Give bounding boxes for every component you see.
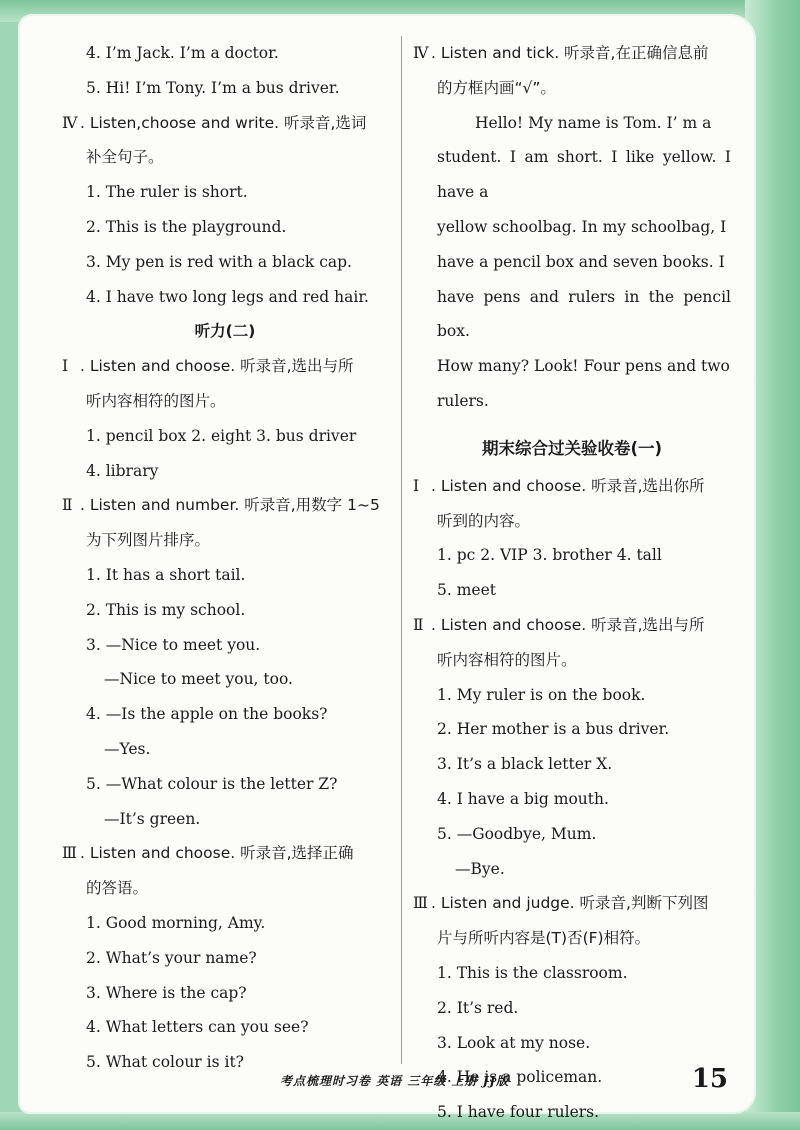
list-item: 3. Where is the cap? <box>86 983 247 1002</box>
list-item: 5. Hi! I’m Tony. I’m a bus driver. <box>86 78 340 97</box>
section-heading-iv <box>413 36 731 106</box>
heading-text: . Listen and tick. 听录音,在正确信息前 <box>431 44 709 62</box>
roman-numeral: Ⅱ <box>62 496 73 515</box>
list-item: 1. Good morning, Amy. <box>86 913 266 932</box>
heading-text: . Listen and judge. 听录音,判断下列图 <box>431 894 709 913</box>
heading-continuation: 听内容相符的图片。 <box>437 650 577 669</box>
page-footer <box>280 1064 740 1096</box>
roman-numeral: Ⅳ <box>413 44 429 62</box>
list-item: 5. —What colour is the letter Z? <box>86 774 338 793</box>
list-item: 5. meet <box>437 581 496 600</box>
list-item: 4. He is a policeman. <box>437 1068 603 1087</box>
list-item: 4. I have two long legs and red hair. <box>86 287 369 306</box>
heading-continuation: 听内容相符的图片。 <box>86 391 226 410</box>
list-item: 4. I have a big mouth. <box>437 789 609 808</box>
heading-text: . Listen and number. 听录音,用数字 1~5 <box>80 496 380 515</box>
book-info: 考点梳理时习卷 英语 三年级 上册 JJ版 <box>280 1074 510 1088</box>
list-item: 3. My pen is red with a black cap. <box>86 252 352 271</box>
section-heading-i <box>413 469 731 539</box>
passage-line: have pens and rulers in the pencil box. <box>437 287 731 341</box>
list-item: 5. —Goodbye, Mum. <box>437 824 597 843</box>
left-column <box>62 36 388 1080</box>
list-item: 3. Look at my nose. <box>437 1033 591 1052</box>
passage-line: yellow schoolbag. In my schoolbag, I <box>437 217 727 236</box>
list-item: 4. library <box>86 461 159 480</box>
section-title-listening-2: 听力(二) <box>194 322 256 341</box>
column-divider <box>401 36 402 1064</box>
page-number: 15 <box>691 1064 728 1094</box>
roman-numeral: Ⅱ <box>413 615 424 634</box>
passage-line: Hello! My name is Tom. I’ m a <box>475 113 712 132</box>
list-item: 2. It’s red. <box>437 998 519 1017</box>
section-heading-iii <box>413 886 731 956</box>
section-title-final-exam: 期末综合过关验收卷(一) <box>481 438 663 458</box>
heading-continuation: 的方框内画“√”。 <box>437 78 556 97</box>
heading-continuation: 听到的内容。 <box>437 511 531 530</box>
heading-text: . Listen,choose and write. 听录音,选词 <box>80 113 367 132</box>
heading-text: . Listen and choose. 听录音,选出与所 <box>431 615 705 634</box>
roman-numeral: Ⅳ <box>62 113 78 132</box>
heading-continuation: 补全句子。 <box>86 148 164 167</box>
list-item: 1. It has a short tail. <box>86 565 246 584</box>
list-item: 2. Her mother is a bus driver. <box>437 720 670 739</box>
list-item: 3. It’s a black letter X. <box>437 755 613 774</box>
list-item: —Nice to meet you, too. <box>104 670 293 689</box>
list-item: 5. What colour is it? <box>86 1053 244 1072</box>
roman-numeral: Ⅰ <box>62 357 69 376</box>
list-item: 1. pc 2. VIP 3. brother 4. tall <box>437 546 662 565</box>
list-item: —Yes. <box>104 739 151 758</box>
heading-continuation: 片与所听内容是(T)否(F)相符。 <box>437 929 651 948</box>
list-item: 1. pencil box 2. eight 3. bus driver <box>86 426 357 445</box>
heading-text: . Listen and choose. 听录音,选择正确 <box>80 844 354 863</box>
list-item: 1. My ruler is on the book. <box>437 685 646 704</box>
listening-passage <box>413 106 731 419</box>
right-column <box>413 36 731 1130</box>
list-item: 4. —Is the apple on the books? <box>86 705 328 724</box>
list-item: —It’s green. <box>104 809 201 828</box>
section-heading-iv <box>62 106 388 176</box>
list-item: 5. I have four rulers. <box>437 1103 600 1122</box>
heading-continuation: 的答语。 <box>86 879 149 898</box>
heading-text: . Listen and choose. 听录音,选出你所 <box>431 476 705 495</box>
passage-line: rulers. <box>437 391 489 410</box>
list-item: 2. This is my school. <box>86 600 246 619</box>
section-heading-iii <box>62 836 388 906</box>
section-heading-i <box>62 349 388 419</box>
list-item: 2. This is the playground. <box>86 217 287 236</box>
section-heading-ii <box>62 488 388 558</box>
list-item: 3. —Nice to meet you. <box>86 635 261 654</box>
list-item: 1. This is the classroom. <box>437 963 628 982</box>
roman-numeral: Ⅲ <box>62 844 77 863</box>
section-heading-ii <box>413 608 731 678</box>
heading-text: . Listen and choose. 听录音,选出与所 <box>80 357 354 376</box>
list-item: 4. What letters can you see? <box>86 1018 309 1037</box>
roman-numeral: Ⅲ <box>413 894 428 913</box>
list-item: 2. What’s your name? <box>86 948 257 967</box>
heading-continuation: 为下列图片排序。 <box>86 531 211 550</box>
passage-line: have a pencil box and seven books. I <box>437 252 725 271</box>
roman-numeral: Ⅰ <box>413 476 420 495</box>
passage-line: student. I am short. I like yellow. I have a <box>437 148 731 202</box>
list-item: —Bye. <box>455 859 505 878</box>
list-item: 1. The ruler is short. <box>86 183 248 202</box>
passage-line: How many? Look! Four pens and two <box>437 357 730 376</box>
list-item: 4. I’m Jack. I’m a doctor. <box>86 44 279 62</box>
